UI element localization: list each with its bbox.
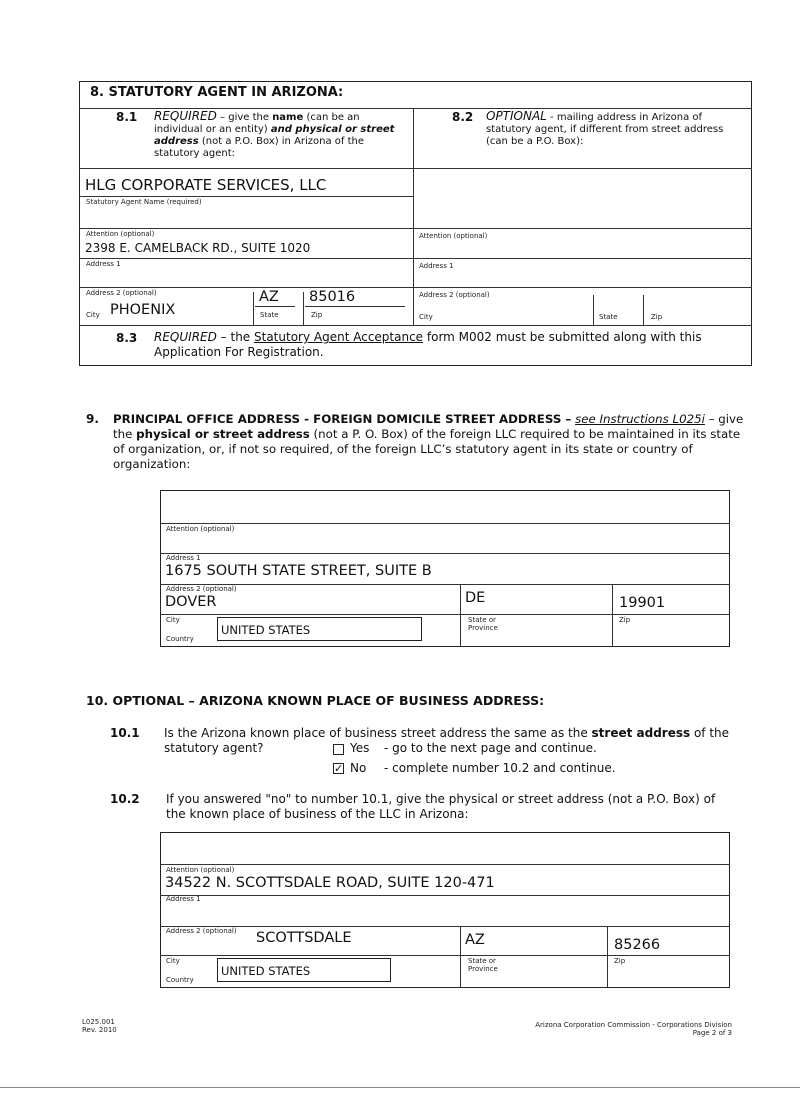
text-fragment: – give the — [216, 112, 273, 123]
agent-name-value: HLG CORPORATE SERVICES, LLC — [85, 176, 327, 194]
column-divider — [413, 108, 414, 325]
field-line — [160, 926, 730, 927]
field-divider — [303, 292, 304, 325]
field-line — [305, 306, 405, 307]
scan-edge — [0, 1087, 800, 1088]
attention-label: Attention (optional) — [86, 230, 155, 238]
statutory-agent-acceptance-link[interactable]: Statutory Agent Acceptance — [254, 330, 424, 344]
country-value: UNITED STATES — [221, 623, 311, 637]
page-number: Page 2 of 3 — [692, 1029, 732, 1037]
zip-value: 19901 — [619, 595, 666, 611]
field-divider — [607, 926, 608, 988]
item-10-2-text: If you answered "no" to number 10.1, give the physical or street address (not a P.O. Box) of the known place of business of the LLC in Arizona: — [166, 792, 716, 821]
yes-label: Yes — [350, 741, 370, 755]
text-fragment: Is the Arizona known place of business street address the same as the — [164, 726, 592, 740]
zip-label: Zip — [619, 616, 631, 624]
state-value: DE — [465, 590, 486, 606]
text-fragment: (not a P.O. Box) in Arizona of the statutory agent: — [154, 136, 365, 159]
agent-name-label: Statutory Agent Name (required) — [86, 198, 202, 206]
text-fragment: name — [272, 112, 304, 123]
country-label: Country — [166, 976, 194, 984]
section-9-text — [113, 412, 753, 472]
city-label: City — [166, 957, 180, 965]
city-value: SCOTTSDALE — [256, 930, 352, 946]
text-fragment: and physical or street address — [154, 124, 395, 147]
field-divider — [593, 295, 594, 325]
section-9-heading: PRINCIPAL OFFICE ADDRESS - FOREIGN DOMICILE STREET ADDRESS – — [113, 412, 572, 426]
field-divider — [612, 584, 613, 647]
city-value: DOVER — [165, 594, 217, 610]
divider — [79, 325, 752, 326]
field-line — [160, 895, 730, 896]
yes-instruction: - go to the next page and continue. — [384, 741, 597, 755]
right-address1-label: Address 1 — [419, 262, 454, 270]
field-line — [79, 258, 752, 259]
divider — [79, 168, 752, 169]
right-zip-label: Zip — [651, 313, 663, 321]
see-instructions-link[interactable]: see Instructions L025i — [575, 412, 705, 426]
section-10-heading: 10. OPTIONAL – ARIZONA KNOWN PLACE OF BUSINESS ADDRESS: — [86, 693, 545, 708]
address1-label: Address 1 — [166, 554, 201, 562]
required-label: REQUIRED — [154, 109, 217, 123]
city-value: PHOENIX — [110, 302, 176, 318]
attention-label: Attention (optional) — [166, 525, 235, 533]
form-revision: Rev. 2010 — [82, 1026, 117, 1034]
field-line — [79, 228, 752, 229]
zip-value: 85266 — [614, 937, 661, 953]
right-city-label: City — [419, 313, 433, 321]
address2-label: Address 2 (optional) — [166, 927, 237, 935]
item-8-1-number: 8.1 — [116, 110, 138, 124]
field-line — [160, 864, 730, 865]
city-label: City — [166, 616, 180, 624]
item-8-3-text — [154, 330, 744, 360]
state-label: State or Province — [468, 616, 498, 632]
item-8-2-number: 8.2 — [452, 110, 474, 124]
zip-value: 85016 — [309, 289, 356, 305]
state-value: AZ — [259, 289, 279, 305]
text-fragment: – the — [216, 330, 254, 344]
address1-label: Address 1 — [86, 260, 121, 268]
right-attention-label: Attention (optional) — [419, 232, 488, 240]
agency-name: Arizona Corporation Commission - Corporations Division — [535, 1021, 732, 1029]
agent-address1-value: 2398 E. CAMELBACK RD., SUITE 1020 — [85, 241, 311, 255]
country-value: UNITED STATES — [221, 964, 311, 978]
field-line — [160, 955, 730, 956]
section-8-heading: 8. STATUTORY AGENT IN ARIZONA: — [90, 85, 344, 100]
no-label: No — [350, 761, 367, 775]
field-divider — [460, 584, 461, 647]
no-instruction: - complete number 10.2 and continue. — [384, 761, 616, 775]
field-line — [79, 196, 413, 197]
form-number: L025.001 — [82, 1018, 115, 1026]
section-9-number: 9. — [86, 412, 99, 426]
address1-value: 1675 SOUTH STATE STREET, SUITE B — [165, 563, 432, 579]
address1-value: 34522 N. SCOTTSDALE ROAD, SUITE 120-471 — [165, 875, 495, 891]
text-fragment: – give the — [113, 412, 744, 441]
field-divider — [253, 292, 254, 325]
item-10-2-number: 10.2 — [110, 792, 140, 806]
item-8-3-number: 8.3 — [116, 331, 138, 345]
state-label: State — [260, 311, 279, 319]
state-label: State or Province — [468, 957, 498, 973]
optional-label: OPTIONAL — [486, 109, 547, 123]
field-line — [160, 553, 730, 554]
text-fragment: street address — [591, 726, 691, 740]
attention-label: Attention (optional) — [166, 866, 235, 874]
text-fragment: (can be an individual or an entity) — [154, 112, 360, 135]
text-fragment: of the statutory agent? — [164, 726, 730, 755]
right-state-label: State — [599, 313, 618, 321]
right-address2-label: Address 2 (optional) — [419, 291, 490, 299]
text-fragment: - mailing address in Arizona of statutory agent, if different from street address (can be a P.O. Box): — [486, 112, 724, 147]
required-label: REQUIRED — [154, 330, 217, 344]
city-label: City — [86, 311, 100, 319]
field-line — [160, 523, 730, 524]
text-fragment: physical or street address — [136, 427, 310, 441]
field-line — [160, 614, 730, 615]
state-value: AZ — [465, 932, 485, 948]
address2-label: Address 2 (optional) — [166, 585, 237, 593]
field-line — [79, 287, 752, 288]
address1-label: Address 1 — [166, 895, 201, 903]
field-line — [160, 584, 730, 585]
field-divider — [460, 926, 461, 988]
address2-label: Address 2 (optional) — [86, 289, 157, 297]
item-8-1-text — [154, 110, 409, 160]
item-10-1-number: 10.1 — [110, 726, 140, 740]
yes-checkbox[interactable] — [333, 744, 344, 755]
item-8-2-text — [486, 110, 741, 148]
text-fragment: form M002 must be submitted along with this Application For Registration. — [154, 330, 702, 359]
zip-label: Zip — [311, 311, 323, 319]
zip-label: Zip — [614, 957, 626, 965]
country-label: Country — [166, 635, 194, 643]
no-checkbox[interactable]: ✓ — [334, 762, 344, 775]
text-fragment: (not a P. O. Box) of the foreign LLC required to be maintained in its state of organization, or, if not so required, of the foreign LLC’s statutory agent in its state or country of organization: — [113, 427, 741, 471]
field-divider — [643, 295, 644, 325]
field-line — [255, 306, 295, 307]
